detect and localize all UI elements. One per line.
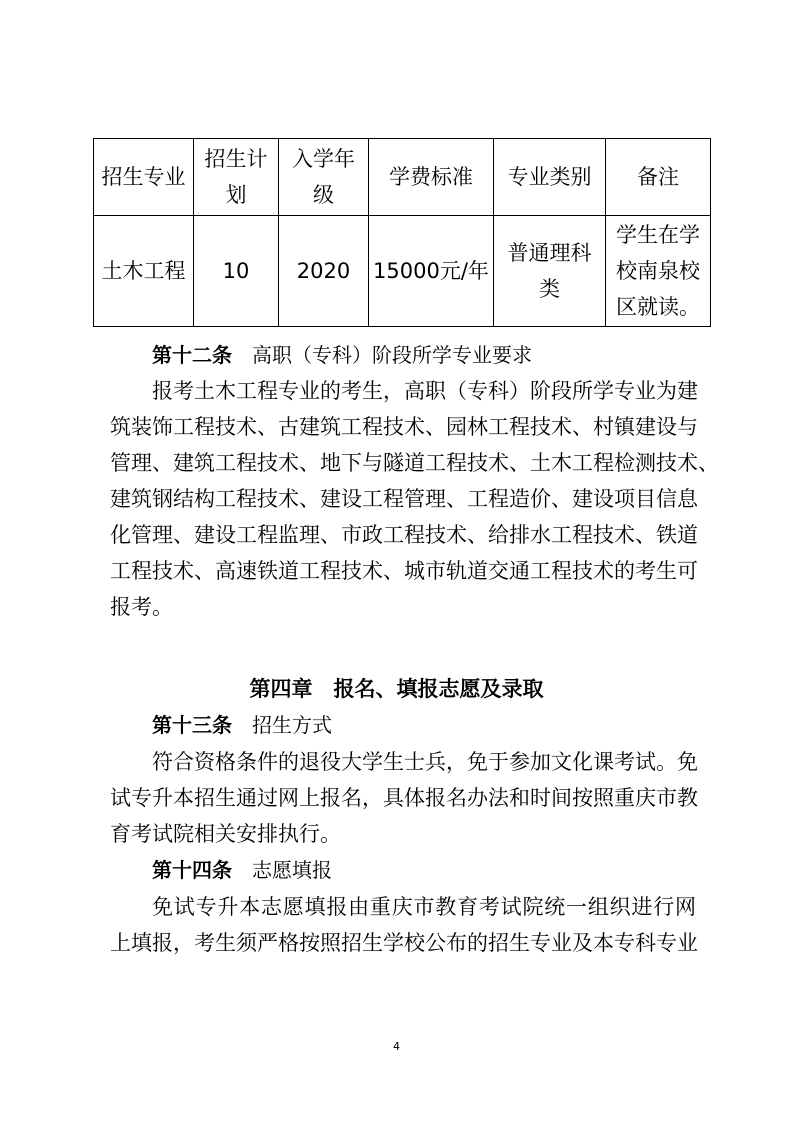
clause-14-number: 第十四条: [152, 858, 232, 882]
clause-12-line: 管理、建筑工程技术、地下与隧道工程技术、土木工程检测技术、: [110, 451, 719, 475]
table-header-row: [94, 139, 711, 216]
page-number: 4: [393, 1040, 400, 1053]
header-grade: 入学年级: [279, 139, 369, 216]
clause-12-line: 化管理、建设工程监理、市政工程技术、给排水工程技术、铁道: [110, 523, 698, 547]
cell-fee: 15000元/年: [369, 216, 494, 327]
clause-12-number: 第十二条: [152, 343, 232, 367]
clause-12-title: 高职（专科）阶段所学专业要求: [252, 343, 532, 367]
header-plan: 招生计划: [194, 139, 279, 216]
clause-12-line: 筑装饰工程技术、古建筑工程技术、园林工程技术、村镇建设与: [110, 415, 698, 439]
chapter-4-title: 第四章 报名、填报志愿及录取: [249, 677, 544, 701]
clause-12-line: 报考土木工程专业的考生，高职（专科）阶段所学专业为建: [152, 379, 698, 403]
clause-14-line: 上填报，考生须严格按照招生学校公布的招生专业及本专科专业: [110, 931, 698, 955]
clause-12-line: 建筑钢结构工程技术、建设工程管理、工程造价、建设项目信息: [110, 487, 698, 511]
clause-13-body: [110, 744, 696, 852]
clause-14-title: 志愿填报: [252, 858, 332, 882]
clause-12-body: [110, 373, 719, 625]
clause-13-line: 符合资格条件的退役大学生士兵，免于参加文化课考试。免: [152, 750, 698, 774]
header-category: 专业类别: [494, 139, 606, 216]
clause-13-title: 招生方式: [252, 713, 332, 737]
header-fee: 学费标准: [369, 139, 494, 216]
clause-13-number: 第十三条: [152, 713, 232, 737]
table-row: [94, 216, 711, 327]
clause-13-line: 试专升本招生通过网上报名，具体报名办法和时间按照重庆市教: [110, 786, 698, 810]
header-note: 备注: [606, 139, 711, 216]
header-major: 招生专业: [94, 139, 194, 216]
clause-13-heading: [152, 707, 332, 743]
clause-14-body: [110, 889, 696, 961]
cell-note: 学生在学校南泉校区就读。: [606, 216, 711, 327]
clause-12-line: 工程技术、高速铁道工程技术、城市轨道交通工程技术的考生可: [110, 559, 698, 583]
clause-12-heading: [152, 337, 532, 373]
clause-14-line: 免试专升本志愿填报由重庆市教育考试院统一组织进行网: [152, 895, 696, 919]
enrollment-table: [93, 138, 711, 327]
clause-12-line: 报考。: [110, 595, 173, 619]
cell-plan: 10: [194, 216, 279, 327]
clause-14-heading: [152, 852, 332, 888]
cell-category: 普通理科类: [494, 216, 606, 327]
cell-grade: 2020: [279, 216, 369, 327]
cell-major: 土木工程: [94, 216, 194, 327]
clause-13-line: 育考试院相关安排执行。: [110, 822, 341, 846]
